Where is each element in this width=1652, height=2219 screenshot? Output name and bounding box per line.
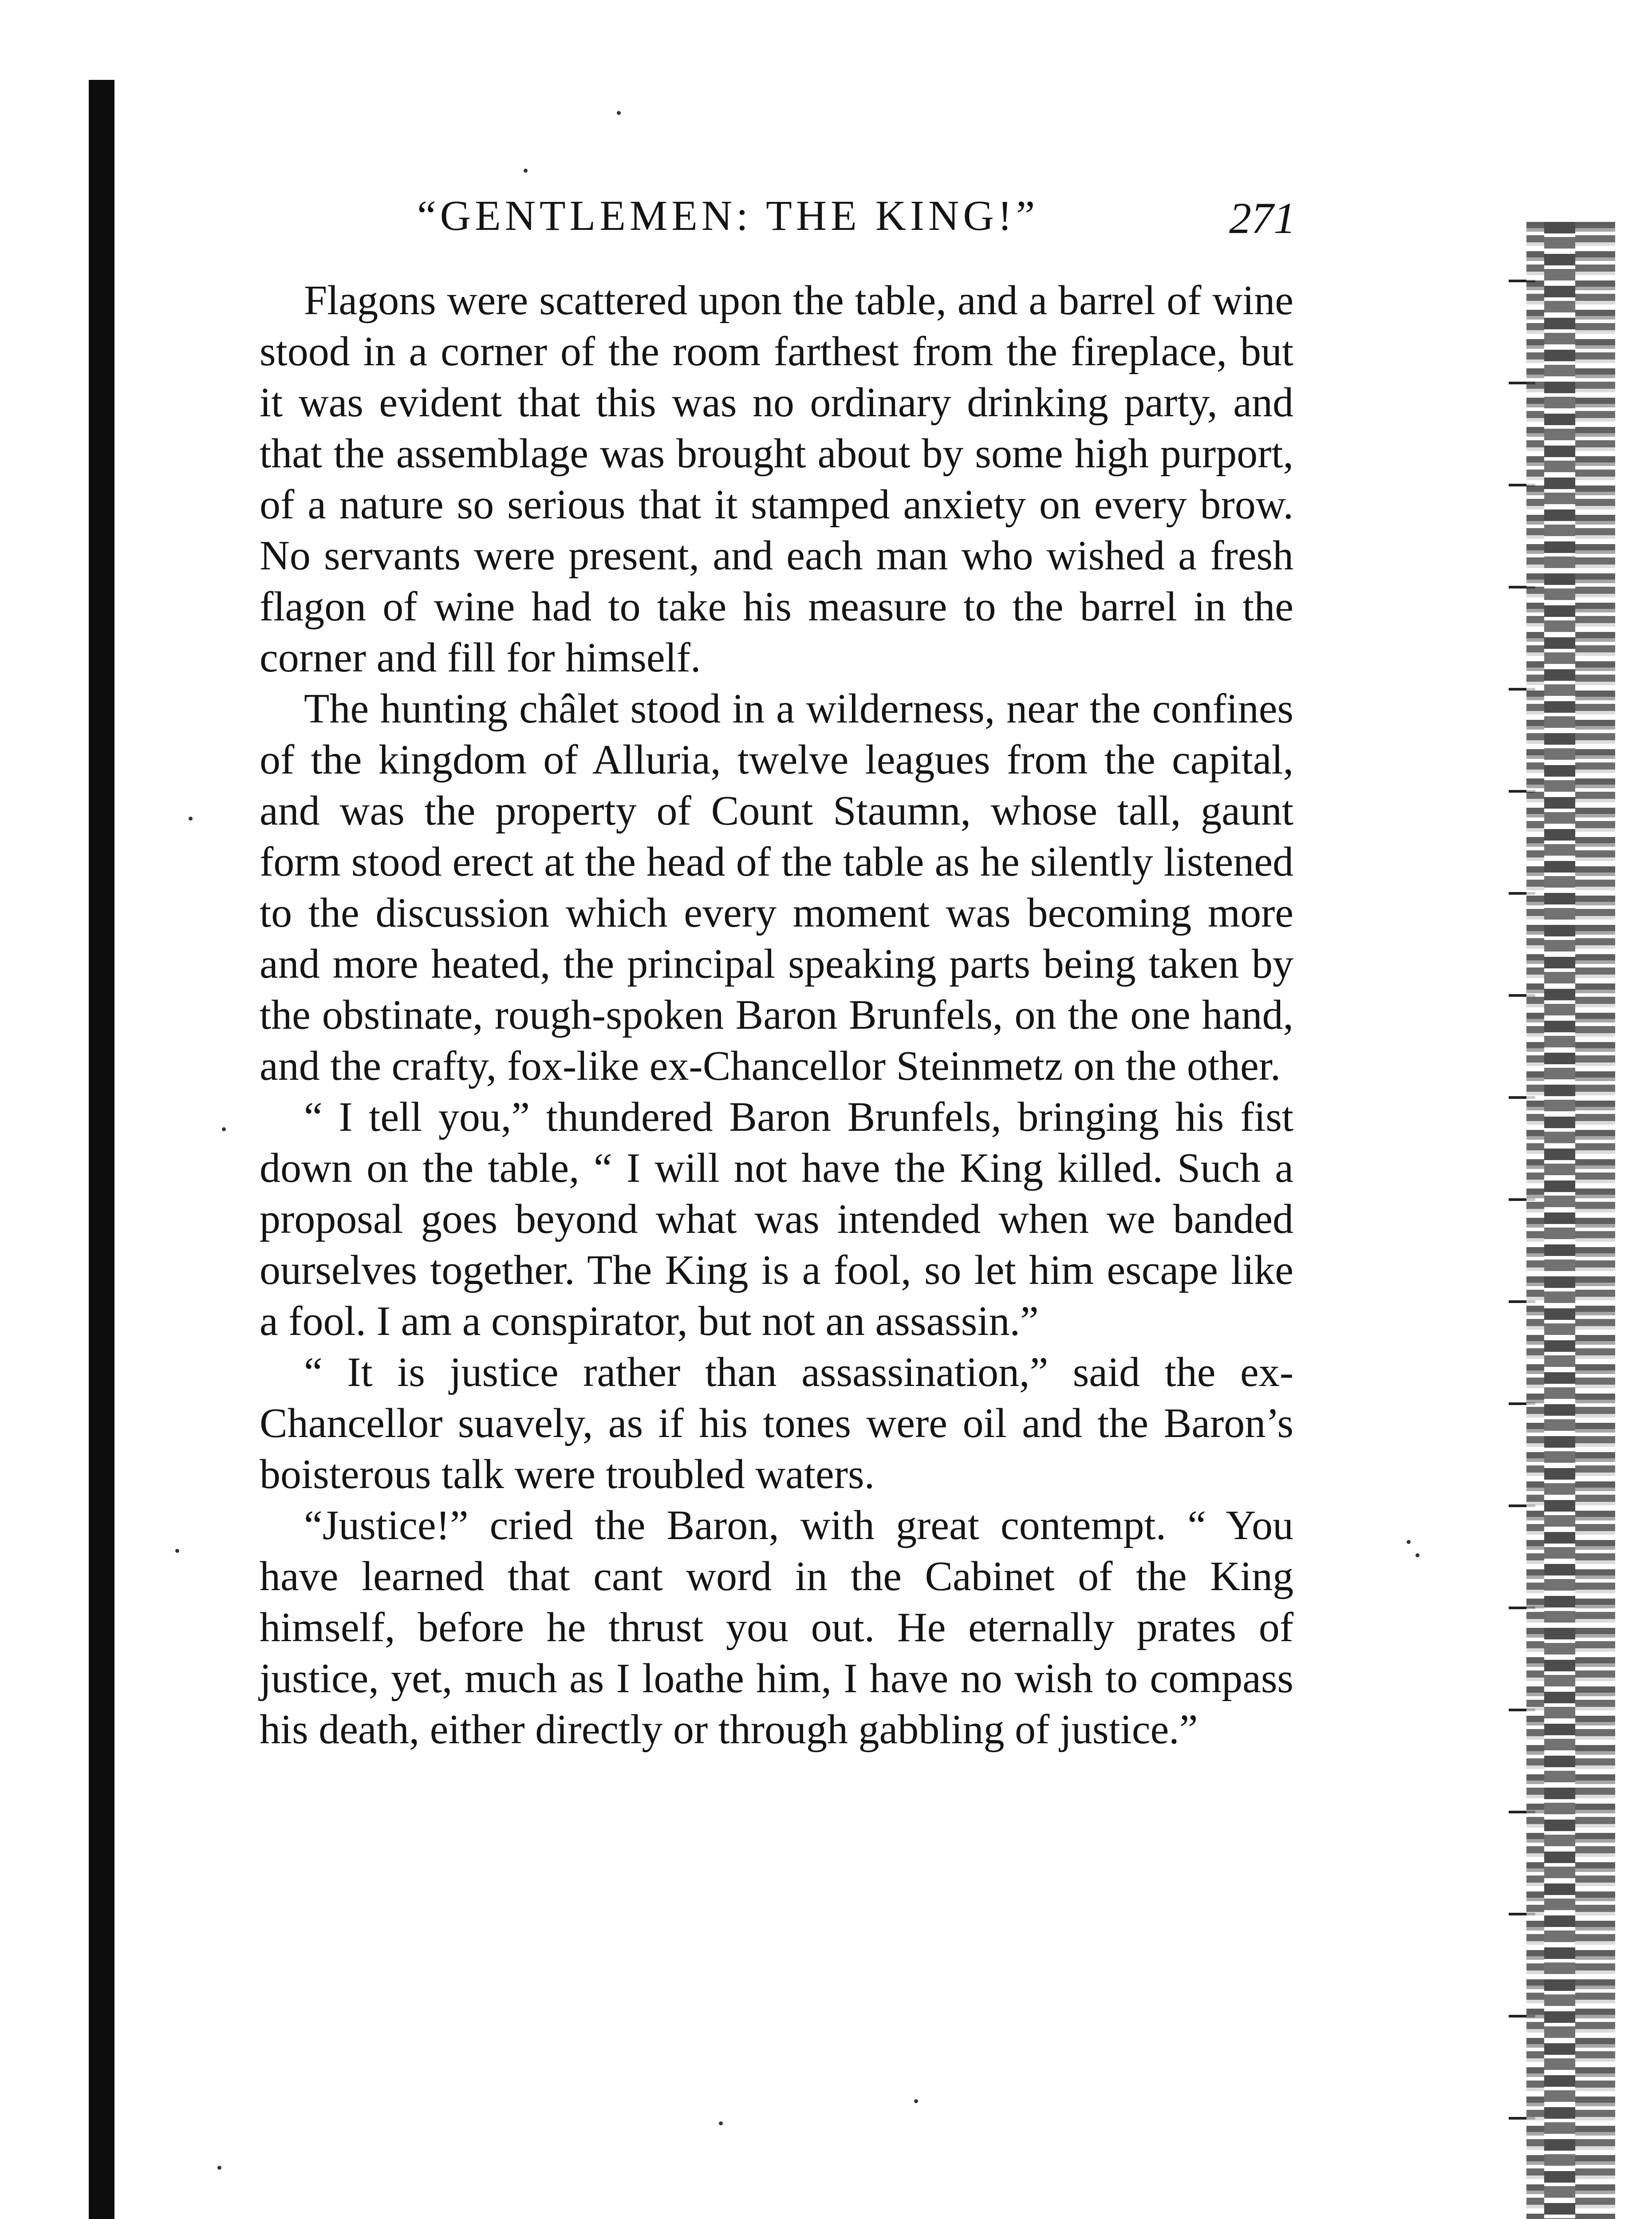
speck	[1415, 1553, 1419, 1557]
page-header	[262, 186, 1296, 262]
binding-shadow	[89, 80, 114, 2219]
speck	[914, 2099, 918, 2103]
running-title: “GENTLEMEN: THE KING!”	[417, 192, 1039, 239]
speck	[175, 1549, 179, 1553]
page-number: 271	[1229, 193, 1296, 243]
speck	[524, 169, 528, 173]
paragraph: “ It is justice rather than assassination,” said the ex-Chancellor suavely, as if his tones were oil and the Baron’s boisterous talk were troubled waters.	[260, 1349, 1293, 1497]
speck	[617, 111, 621, 115]
speck	[222, 1127, 226, 1131]
body-text	[260, 275, 1293, 1755]
paragraph: “ I tell you,” thundered Baron Brunfels, bringing his fist down on the table, “ I will not have the King killed. Such a proposal goes beyond what was intended when we banded ourselves together. The King is a fool, so let him escape like a fool. I am a conspirator, but not an assassin.”	[260, 1094, 1293, 1344]
speck	[1407, 1540, 1411, 1544]
paragraph: “Justice!” cried the Baron, with great contempt. “ You have learned that cant word in the Cabinet of the King himself, before he thrust you out. He eternally prates of justice, yet, much as I loathe him, I have no wish to compass his death, either directly or through gabbling of justice.”	[260, 1502, 1293, 1753]
paragraph: Flagons were scattered upon the table, and a barrel of wine stood in a corner of the room farthest from the fireplace, but it was evident that this was no ordinary drinking party, and that the assemblage was brought about by some high purport, of a nature so serious that it stamped anxiety on every brow. No servants were present, and each man who wished a fresh flagon of wine had to take his measure to the barrel in the corner and fill for himself.	[260, 277, 1293, 681]
speck	[719, 2121, 723, 2125]
speck	[217, 2166, 221, 2170]
speck	[189, 817, 193, 821]
scan-edge-artifact	[1526, 222, 1615, 2219]
paragraph: The hunting châlet stood in a wilderness, near the confines of the kingdom of Alluria, twelve leagues from the capital, and was the property of Count Staumn, whose tall, gaunt form stood erect at the head of the table as he silently listened to the discussion which every moment was becoming more and more heated, the principal speaking parts being taken by the obstinate, rough-spoken Baron Brunfels, on the one hand, and the crafty, fox-like ex-Chancellor Steinmetz on the other.	[260, 686, 1293, 1089]
